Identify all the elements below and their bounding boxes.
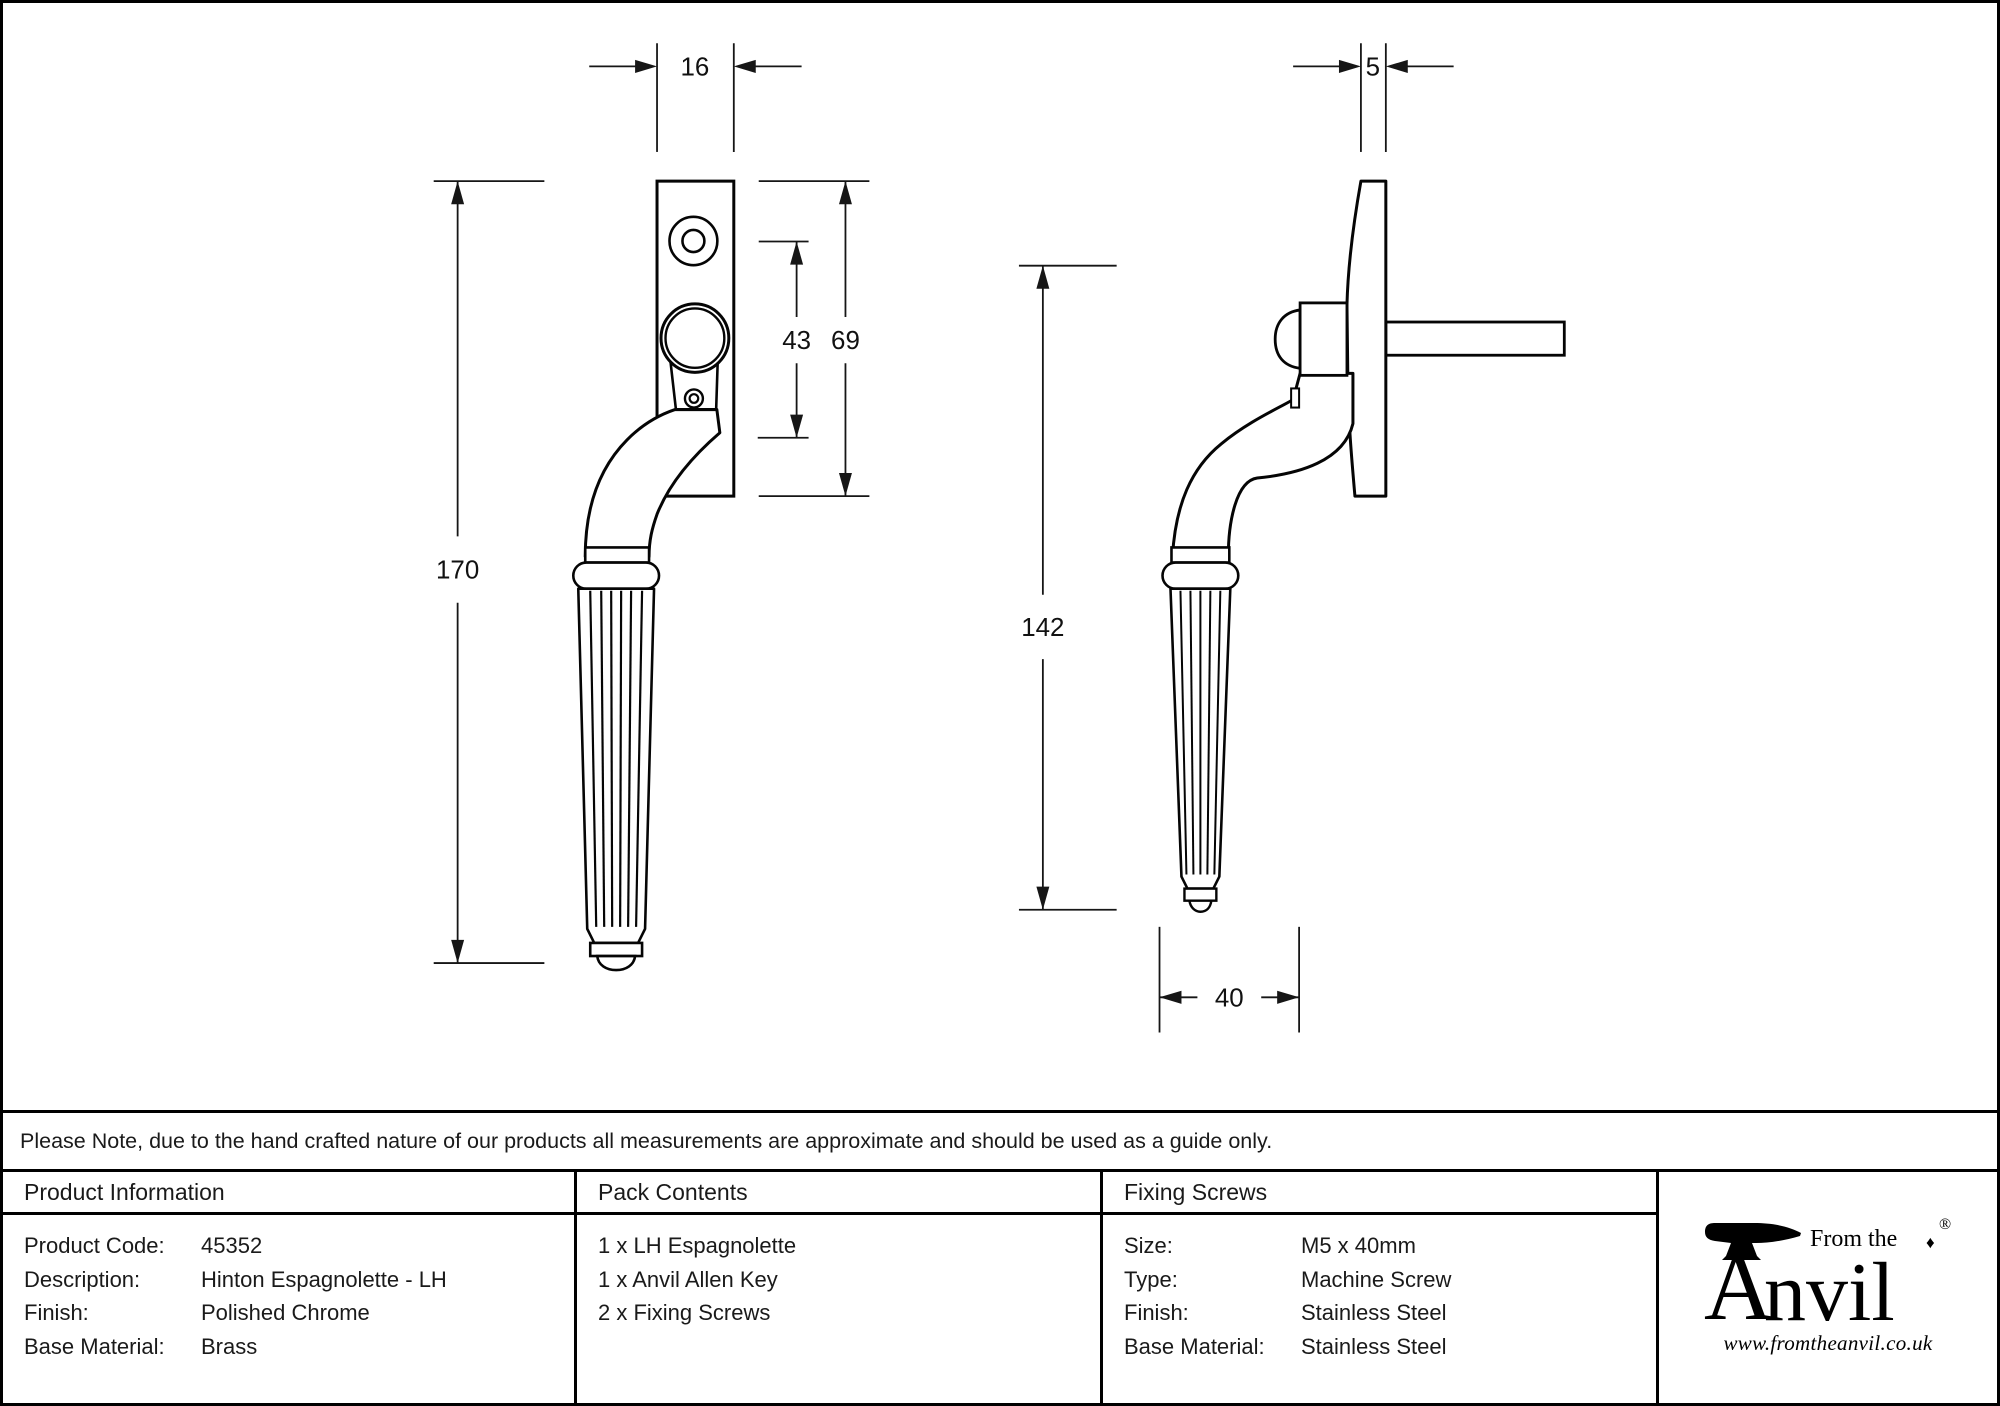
row-value: Brass <box>201 1333 258 1359</box>
technical-drawing-area <box>3 3 1997 1110</box>
diamond-icon: ♦ <box>1926 1232 1935 1252</box>
product-information-column <box>3 1172 577 1403</box>
dim-plate-thickness: 5 <box>1365 51 1381 82</box>
arrowhead <box>1386 60 1408 73</box>
fluted-grip-front <box>578 589 654 943</box>
finial-dome-front <box>597 956 635 970</box>
pack-contents-body <box>577 1215 1100 1403</box>
collar-band-side <box>1171 547 1229 562</box>
row-label: Base Material: <box>1124 1333 1265 1359</box>
row-label: Size: <box>1124 1233 1173 1258</box>
list-item: 2 x Fixing Screws <box>598 1300 771 1325</box>
pack-contents-column <box>577 1172 1103 1403</box>
side-view-dimensions <box>1019 43 1454 1032</box>
logo-wordmark: nvil <box>1764 1245 1895 1339</box>
dim-plate-width: 16 <box>680 51 710 82</box>
row-label: Type: <box>1124 1266 1178 1292</box>
row-value: Stainless Steel <box>1301 1333 1447 1359</box>
table-row <box>24 1229 574 1263</box>
table-row <box>1124 1263 1656 1297</box>
fixing-screws-header <box>1103 1172 1656 1215</box>
product-information-title: Product Information <box>24 1178 225 1205</box>
product-information-body <box>3 1215 574 1403</box>
finial-cap-side <box>1184 889 1216 901</box>
table-row <box>1124 1229 1656 1263</box>
turn-knob-dome-side <box>1275 310 1300 368</box>
measurement-note-bar <box>3 1110 1997 1169</box>
pack-contents-header <box>577 1172 1100 1215</box>
arrowhead <box>635 60 657 73</box>
arrowhead <box>790 242 803 265</box>
collar-bulge-side <box>1163 563 1239 589</box>
arrowhead <box>790 415 803 438</box>
arrowhead <box>839 473 852 496</box>
arrowhead <box>1036 887 1049 910</box>
row-value: Hinton Espagnolette - LH <box>201 1266 447 1292</box>
arrowhead <box>839 181 852 204</box>
fixing-screws-body <box>1103 1215 1656 1403</box>
dim-overall-length: 170 <box>436 554 480 585</box>
collar-bulge-front <box>573 563 659 589</box>
finial-cap-front <box>590 943 642 956</box>
row-label: Finish: <box>24 1300 89 1325</box>
espagnolette-drawing <box>3 3 1997 1110</box>
dim-handle-length: 142 <box>1021 611 1065 643</box>
pack-contents-title: Pack Contents <box>598 1178 748 1205</box>
dim-plate-height: 69 <box>831 325 860 356</box>
arrowhead <box>451 940 464 963</box>
front-view <box>573 181 734 970</box>
measurement-note-text: Please Note, due to the hand crafted nature of our products all measurements are approximate and should be used as a guide only. <box>20 1128 1273 1153</box>
fixing-screws-column <box>1103 1172 1659 1403</box>
dim-projection: 40 <box>1214 982 1244 1013</box>
dim-screw-centres: 43 <box>782 325 812 356</box>
table-row <box>24 1296 574 1330</box>
logo-initial: A <box>1704 1232 1774 1340</box>
handle-hub-side <box>1300 303 1347 375</box>
logo-tagline: From the <box>1810 1225 1898 1252</box>
row-label: Description: <box>24 1266 141 1292</box>
product-information-header <box>3 1172 574 1215</box>
handle-neck-side <box>1172 373 1352 556</box>
turn-knob-outer <box>661 304 729 372</box>
arrowhead <box>1339 60 1361 73</box>
table-row <box>1124 1296 1656 1330</box>
grub-screw-outer <box>685 389 703 407</box>
grub-screw-side <box>1291 388 1299 407</box>
side-view <box>1163 181 1565 912</box>
row-label: Finish: <box>1124 1300 1189 1325</box>
product-info-table <box>3 1169 1997 1403</box>
row-value: Polished Chrome <box>201 1300 370 1325</box>
table-row <box>24 1263 574 1297</box>
row-value: Stainless Steel <box>1301 1300 1447 1325</box>
collar-band-front <box>585 547 649 562</box>
arrowhead <box>734 60 756 73</box>
brand-logo-cell <box>1659 1172 1997 1403</box>
table-row <box>24 1330 574 1364</box>
from-the-anvil-logo <box>1702 1217 1954 1359</box>
list-item: 1 x LH Espagnolette <box>598 1233 797 1258</box>
row-label: Base Material: <box>24 1333 165 1359</box>
arrowhead <box>1277 991 1299 1004</box>
row-label: Product Code: <box>24 1233 165 1258</box>
finial-dome-side <box>1189 901 1211 912</box>
registered-trademark-icon: ® <box>1939 1215 1952 1233</box>
row-value: Machine Screw <box>1301 1266 1452 1292</box>
arrowhead <box>1036 266 1049 289</box>
arrowhead <box>1160 991 1182 1004</box>
row-value: M5 x 40mm <box>1301 1233 1416 1258</box>
arrowhead <box>451 181 464 204</box>
fixing-screw-top-outer <box>669 217 717 265</box>
list-item: 1 x Anvil Allen Key <box>598 1266 778 1292</box>
row-value: 45352 <box>201 1233 263 1258</box>
fixing-screws-title: Fixing Screws <box>1124 1178 1268 1205</box>
spindle-side <box>1386 322 1564 355</box>
backplate-side <box>1347 181 1386 496</box>
logo-url: www.fromtheanvil.co.uk <box>1723 1330 1933 1355</box>
table-row <box>1124 1330 1656 1364</box>
